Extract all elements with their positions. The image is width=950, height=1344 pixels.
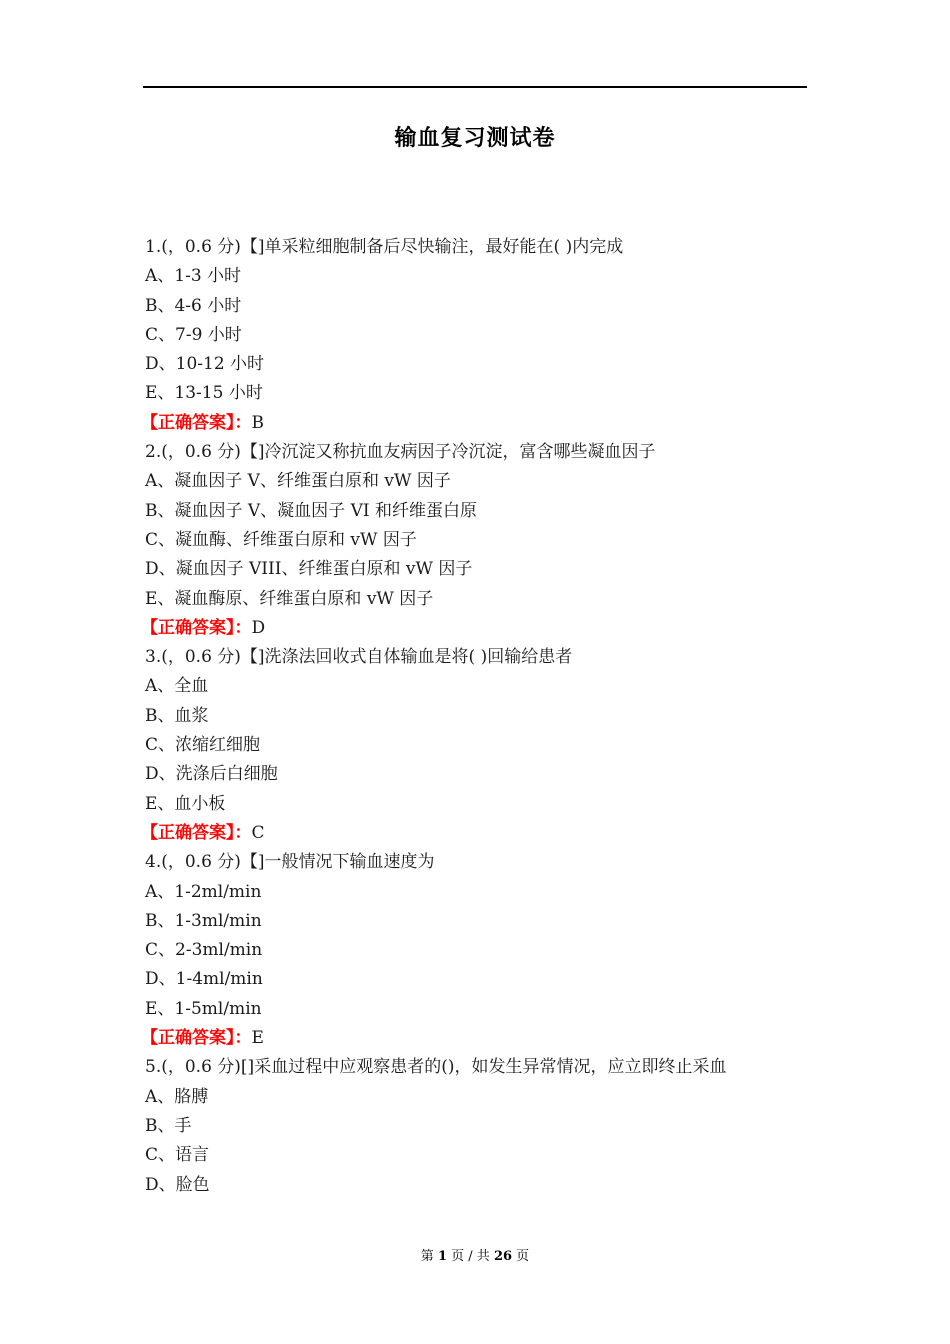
option-c: C、7-9 小时 (145, 324, 242, 345)
answer-label: 【正确答案】： (141, 1028, 252, 1049)
footer-suffix: 页 (516, 1249, 530, 1264)
correct-answer (141, 819, 805, 848)
question-stem: 1.(，0.6 分)【]单采粒细胞制备后尽快输注，最好能在( )内完成 (145, 237, 624, 257)
option-b: B、4-6 小时 (145, 295, 242, 316)
footer-prefix: 第 (420, 1249, 434, 1264)
option-e: E、凝血酶原、纤维蛋白原和 vW 因子 (145, 588, 434, 609)
option-d: D、脸色 (145, 1174, 210, 1195)
page-footer (0, 1245, 950, 1264)
document-title: 输血复习测试卷 (394, 126, 556, 151)
option-a: A、凝血因子 V、纤维蛋白原和 vW 因子 (145, 471, 451, 492)
option-d: D、洗涤后白细胞 (145, 764, 278, 785)
option-b: B、1-3ml/min (145, 910, 262, 931)
question-block (141, 438, 805, 643)
current-page-number: 1 (437, 1249, 447, 1264)
answer-value: D (251, 617, 266, 638)
question-stem: 2.(，0.6 分)【]冷沉淀又称抗血友病因子冷沉淀，富含哪些凝血因子 (145, 442, 656, 463)
option-c: C、凝血酶、纤维蛋白原和 vW 因子 (145, 529, 417, 550)
answer-label: 【正确答案】： (141, 412, 252, 433)
option-b: B、手 (145, 1115, 192, 1136)
option-c: C、2-3ml/min (145, 940, 263, 961)
question-stem: 4.(，0.6 分)【]一般情况下输血速度为 (145, 852, 435, 873)
option-e: E、血小板 (145, 793, 226, 814)
question-stem: 3.(，0.6 分)【]洗涤法回收式自体输血是将( )回输给患者 (145, 647, 573, 668)
option-d: D、1-4ml/min (145, 969, 263, 990)
option-e: E、1-5ml/min (145, 998, 262, 1019)
option-a: A、胳膊 (145, 1086, 209, 1107)
answer-label: 【正确答案】： (141, 822, 252, 843)
option-a: A、全血 (145, 676, 209, 697)
answer-label: 【正确答案】： (141, 617, 252, 638)
answer-value: B (251, 412, 264, 433)
answer-value: E (251, 1028, 264, 1049)
option-e: E、13-15 小时 (145, 383, 263, 404)
option-d: D、凝血因子 VIII、纤维蛋白原和 vW 因子 (145, 559, 473, 580)
question-block (145, 1053, 805, 1199)
footer-middle: 页 / 共 (451, 1249, 490, 1264)
option-b: B、血浆 (145, 705, 209, 726)
total-page-number: 26 (493, 1249, 513, 1264)
question-list (141, 233, 805, 1200)
question-block (141, 643, 805, 848)
option-c: C、语言 (145, 1145, 210, 1166)
option-d: D、10-12 小时 (145, 354, 265, 375)
correct-answer (141, 614, 805, 643)
correct-answer (141, 409, 805, 438)
option-a: A、1-2ml/min (145, 881, 262, 902)
option-a: A、1-3 小时 (145, 266, 242, 287)
question-block (141, 233, 805, 438)
answer-value: C (251, 822, 265, 843)
option-b: B、凝血因子 V、凝血因子 VI 和纤维蛋白原 (145, 500, 477, 521)
header-rule (143, 86, 807, 88)
correct-answer (141, 1024, 805, 1053)
question-block (141, 848, 805, 1053)
option-c: C、浓缩红细胞 (145, 735, 261, 756)
question-stem: 5.(，0.6 分)[]采血过程中应观察患者的()，如发生异常情况，应立即终止采血 (145, 1057, 727, 1078)
